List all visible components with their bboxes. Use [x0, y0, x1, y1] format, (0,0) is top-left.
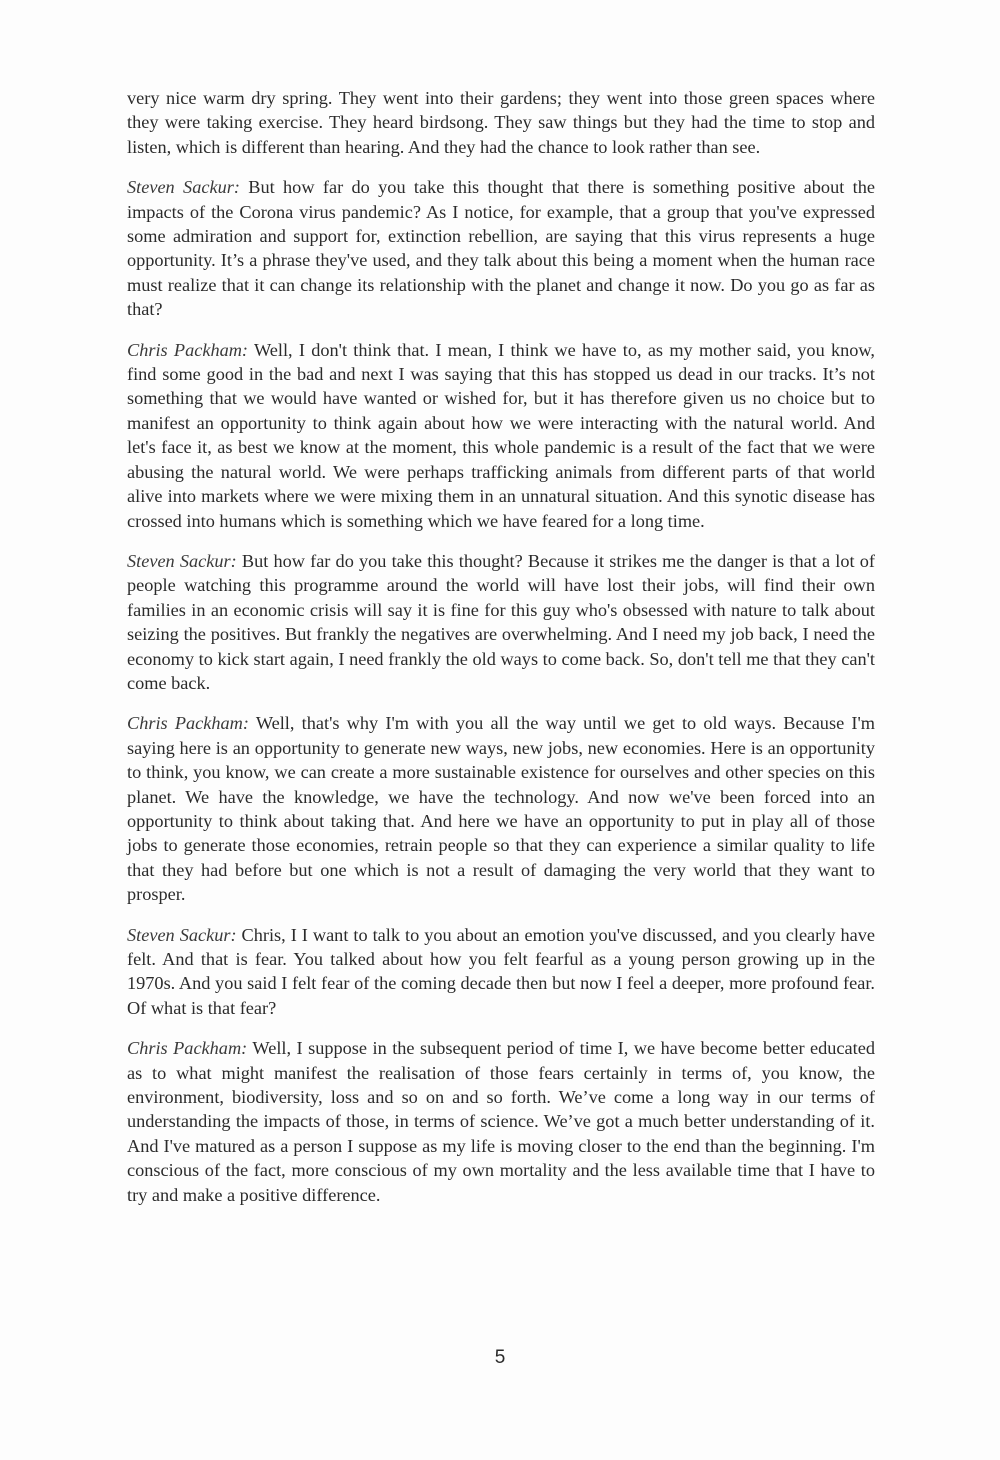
paragraph-chris-packham-3: [127, 1036, 875, 1207]
paragraph-steven-sackur-1: [127, 175, 875, 321]
transcript-body: [127, 86, 875, 1223]
paragraph-chris-packham-1: [127, 338, 875, 533]
speaker-label: Steven Sackur:: [127, 924, 237, 945]
paragraph-steven-sackur-3: [127, 923, 875, 1021]
paragraph-text: Chris, I I want to talk to you about an emotion you've discussed, and you clearly have felt. And that is fear. You talked about how you felt fearful as a young person growing up in the 1970s. And you said I felt fear of the coming decade then but now I feel a deeper, more profound fear. Of what is that fear?: [127, 924, 875, 1018]
paragraph-text: very nice warm dry spring. They went into their gardens; they went into those green spaces where they were taking exercise. They heard birdsong. They saw things but they had the time to stop and listen, which is different than hearing. And they had the chance to look rather than see.: [127, 88, 875, 157]
speaker-label: Steven Sackur:: [127, 550, 237, 571]
paragraph-text: But how far do you take this thought? Because it strikes me the danger is that a lot of people watching this programme around the world will have lost their jobs, will find their own families in an economic crisis will say it is fine for this guy who's obsessed with nature to talk about seizing the positives. But frankly the negatives are overwhelming. And I need my job back, I need the economy to kick start again, I need frankly the old ways to come back. So, don't tell me that they can't come back.: [127, 550, 875, 693]
paragraph-chris-packham-2: [127, 711, 875, 906]
speaker-label: Chris Packham:: [127, 1038, 248, 1059]
paragraph-steven-sackur-2: [127, 549, 875, 695]
paragraph-text: Well, I suppose in the subsequent period of time I, we have become better educated as to what might manifest the realisation of those fears certainly in terms of, you know, the environment, biodiversity, loss and so on and so forth. We’ve come a long way in our terms of understanding the impacts of those, in terms of science. We’ve got a much better understanding of it. And I've matured as a person I suppose as my life is moving closer to the end than the beginning. I'm conscious of the fact, more conscious of my own mortality and the less available time that I have to try and make a positive difference.: [127, 1038, 875, 1205]
paragraph-text: But how far do you take this thought that there is something positive about the impacts of the Corona virus pandemic? As I notice, for example, that a group that you've expressed some admiration and support for, extinction rebellion, are saying that this virus represents a huge opportunity. It’s a phrase they've used, and they talk about this being a moment when the human race must realize that it can change its relationship with the planet and change it now. Do you go as far as that?: [127, 177, 875, 320]
page-number: 5: [494, 1347, 506, 1368]
paragraph-continuation: [127, 86, 875, 159]
paragraph-text: Well, I don't think that. I mean, I think we have to, as my mother said, you know, find some good in the bad and next I was saying that this has stopped us dead in our tracks. It’s not something that we would have wanted or wished for, but it has therefore given us no choice but to manifest an opportunity to think again about how we were interacting with the natural world. And let's face it, as best we know at the moment, this whole pandemic is a result of the fact that we were abusing the natural world. We were perhaps trafficking animals from different parts of that world alive into markets where we were mixing them in an unnatural situation. And this synotic disease has crossed into humans which is something which we have feared for a long time.: [127, 339, 875, 531]
paragraph-text: Well, that's why I'm with you all the way until we get to old ways. Because I'm saying here is an opportunity to generate new ways, new jobs, new economies. Here is an opportunity to think, you know, we can create a more sustainable existence for ourselves and other species on this planet. We have the knowledge, we have the technology. And now we've been forced into an opportunity to think about taking that. And here we have an opportunity to put in play all of those jobs to generate those economies, retrain people so that they can experience a similar quality to life that they had before but one which is not a result of damaging the very world that they want to prosper.: [127, 713, 875, 905]
speaker-label: Chris Packham:: [127, 713, 249, 734]
speaker-label: Steven Sackur:: [127, 177, 240, 198]
speaker-label: Chris Packham:: [127, 339, 249, 360]
